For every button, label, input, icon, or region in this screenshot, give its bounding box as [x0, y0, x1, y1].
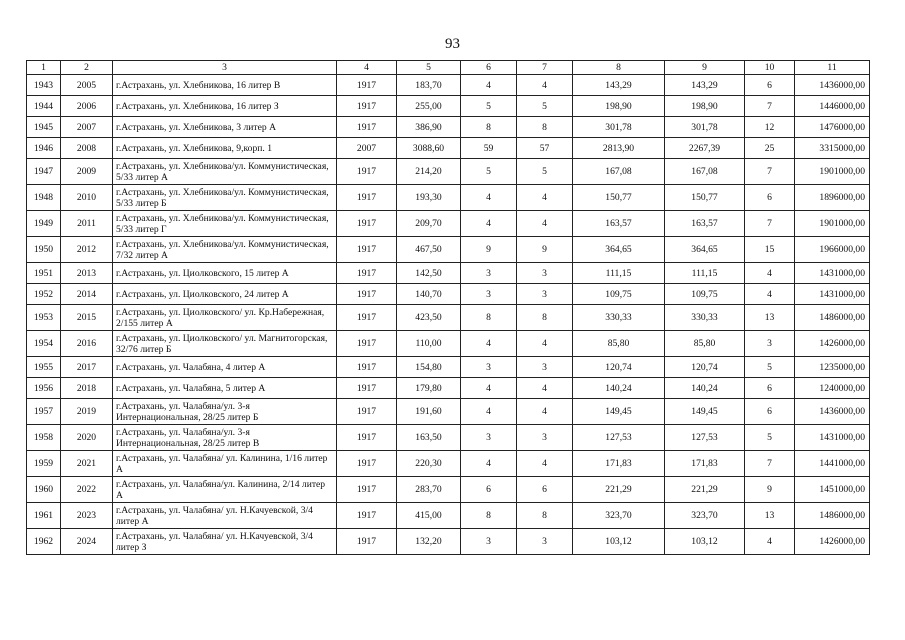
- table-row: [27, 477, 870, 503]
- apartments-count-cell: 4: [461, 211, 517, 237]
- year-built-cell: 1917: [337, 159, 397, 185]
- year-built-cell: 1917: [337, 378, 397, 399]
- address-cell: г.Астрахань, ул. Хлебникова/ул. Коммунистическая, 5/33 литер А: [113, 159, 337, 185]
- residents-count-cell: 4: [745, 284, 795, 305]
- residents-count-cell: 13: [745, 503, 795, 529]
- apartments-count-cell: 4: [461, 75, 517, 96]
- registry-number-cell: 2021: [61, 451, 113, 477]
- value-cell: 1441000,00: [795, 451, 870, 477]
- apartments-count-cell: 3: [461, 263, 517, 284]
- living-area-cell: 167,08: [573, 159, 665, 185]
- apartments-count-2-cell: 3: [517, 529, 573, 555]
- living-area-2-cell: 301,78: [665, 117, 745, 138]
- address-cell: г.Астрахань, ул. Хлебникова, 3 литер А: [113, 117, 337, 138]
- column-header-4: 4: [337, 61, 397, 75]
- living-area-2-cell: 171,83: [665, 451, 745, 477]
- living-area-2-cell: 198,90: [665, 96, 745, 117]
- value-cell: 1476000,00: [795, 117, 870, 138]
- table-row: [27, 529, 870, 555]
- apartments-count-cell: 3: [461, 357, 517, 378]
- registry-number-cell: 2018: [61, 378, 113, 399]
- living-area-cell: 163,57: [573, 211, 665, 237]
- total-area-cell: 415,00: [397, 503, 461, 529]
- table-row: [27, 75, 870, 96]
- address-cell: г.Астрахань, ул. Циолковского, 15 литер А: [113, 263, 337, 284]
- year-built-cell: 1917: [337, 117, 397, 138]
- row-number-cell: 1952: [27, 284, 61, 305]
- total-area-cell: 140,70: [397, 284, 461, 305]
- apartments-count-2-cell: 9: [517, 237, 573, 263]
- apartments-count-2-cell: 4: [517, 399, 573, 425]
- table-row: [27, 117, 870, 138]
- year-built-cell: 1917: [337, 185, 397, 211]
- apartments-count-cell: 6: [461, 477, 517, 503]
- address-cell: г.Астрахань, ул. Чалабяна/ ул. Н.Качуевской, 3/4 литер А: [113, 503, 337, 529]
- row-number-cell: 1948: [27, 185, 61, 211]
- living-area-2-cell: 163,57: [665, 211, 745, 237]
- living-area-cell: 103,12: [573, 529, 665, 555]
- row-number-cell: 1953: [27, 305, 61, 331]
- value-cell: 1486000,00: [795, 503, 870, 529]
- apartments-count-2-cell: 3: [517, 357, 573, 378]
- living-area-2-cell: 120,74: [665, 357, 745, 378]
- registry-number-cell: 2013: [61, 263, 113, 284]
- apartments-count-cell: 3: [461, 529, 517, 555]
- living-area-cell: 120,74: [573, 357, 665, 378]
- address-cell: г.Астрахань, ул. Чалабяна, 5 литер А: [113, 378, 337, 399]
- total-area-cell: 179,80: [397, 378, 461, 399]
- year-built-cell: 1917: [337, 96, 397, 117]
- column-header-8: 8: [573, 61, 665, 75]
- row-number-cell: 1962: [27, 529, 61, 555]
- living-area-cell: 109,75: [573, 284, 665, 305]
- column-header-9: 9: [665, 61, 745, 75]
- table-row: [27, 305, 870, 331]
- residents-count-cell: 6: [745, 185, 795, 211]
- column-header-3: 3: [113, 61, 337, 75]
- living-area-2-cell: 364,65: [665, 237, 745, 263]
- apartments-count-cell: 9: [461, 237, 517, 263]
- living-area-cell: 301,78: [573, 117, 665, 138]
- table-row: [27, 211, 870, 237]
- address-cell: г.Астрахань, ул. Хлебникова, 16 литер В: [113, 75, 337, 96]
- year-built-cell: 1917: [337, 284, 397, 305]
- table-row: [27, 159, 870, 185]
- living-area-2-cell: 85,80: [665, 331, 745, 357]
- apartments-count-2-cell: 4: [517, 75, 573, 96]
- registry-number-cell: 2011: [61, 211, 113, 237]
- table-row: [27, 185, 870, 211]
- row-number-cell: 1958: [27, 425, 61, 451]
- total-area-cell: 220,30: [397, 451, 461, 477]
- value-cell: 1901000,00: [795, 159, 870, 185]
- row-number-cell: 1954: [27, 331, 61, 357]
- year-built-cell: 1917: [337, 503, 397, 529]
- apartments-count-cell: 4: [461, 451, 517, 477]
- living-area-2-cell: 149,45: [665, 399, 745, 425]
- total-area-cell: 163,50: [397, 425, 461, 451]
- living-area-cell: 150,77: [573, 185, 665, 211]
- year-built-cell: 2007: [337, 138, 397, 159]
- total-area-cell: 193,30: [397, 185, 461, 211]
- registry-number-cell: 2012: [61, 237, 113, 263]
- column-header-10: 10: [745, 61, 795, 75]
- table-row: [27, 284, 870, 305]
- address-cell: г.Астрахань, ул. Хлебникова/ул. Коммунистическая, 5/33 литер Г: [113, 211, 337, 237]
- row-number-cell: 1960: [27, 477, 61, 503]
- residents-count-cell: 6: [745, 399, 795, 425]
- living-area-cell: 364,65: [573, 237, 665, 263]
- row-number-cell: 1957: [27, 399, 61, 425]
- apartments-count-2-cell: 4: [517, 378, 573, 399]
- address-cell: г.Астрахань, ул. Хлебникова/ул. Коммунистическая, 5/33 литер Б: [113, 185, 337, 211]
- apartments-count-2-cell: 3: [517, 425, 573, 451]
- apartments-count-cell: 3: [461, 284, 517, 305]
- apartments-count-cell: 4: [461, 378, 517, 399]
- apartments-count-cell: 8: [461, 117, 517, 138]
- column-header-2: 2: [61, 61, 113, 75]
- table-row: [27, 425, 870, 451]
- residents-count-cell: 6: [745, 75, 795, 96]
- column-header-6: 6: [461, 61, 517, 75]
- residents-count-cell: 7: [745, 211, 795, 237]
- apartments-count-2-cell: 57: [517, 138, 573, 159]
- apartments-count-2-cell: 4: [517, 451, 573, 477]
- apartments-count-cell: 8: [461, 305, 517, 331]
- registry-number-cell: 2022: [61, 477, 113, 503]
- registry-number-cell: 2008: [61, 138, 113, 159]
- registry-number-cell: 2005: [61, 75, 113, 96]
- apartments-count-2-cell: 5: [517, 159, 573, 185]
- residents-count-cell: 3: [745, 331, 795, 357]
- residents-count-cell: 13: [745, 305, 795, 331]
- registry-number-cell: 2019: [61, 399, 113, 425]
- registry-number-cell: 2009: [61, 159, 113, 185]
- total-area-cell: 209,70: [397, 211, 461, 237]
- apartments-count-cell: 4: [461, 185, 517, 211]
- living-area-2-cell: 323,70: [665, 503, 745, 529]
- header-row: [27, 61, 870, 75]
- living-area-2-cell: 330,33: [665, 305, 745, 331]
- row-number-cell: 1956: [27, 378, 61, 399]
- total-area-cell: 283,70: [397, 477, 461, 503]
- address-cell: г.Астрахань, ул. Циолковского/ ул. Кр.Набережная, 2/155 литер А: [113, 305, 337, 331]
- table-row: [27, 263, 870, 284]
- address-cell: г.Астрахань, ул. Циолковского, 24 литер А: [113, 284, 337, 305]
- total-area-cell: 191,60: [397, 399, 461, 425]
- living-area-cell: 143,29: [573, 75, 665, 96]
- residents-count-cell: 5: [745, 425, 795, 451]
- living-area-cell: 2813,90: [573, 138, 665, 159]
- address-cell: г.Астрахань, ул. Чалабяна/ул. 3-я Интернациональная, 28/25 литер Б: [113, 399, 337, 425]
- total-area-cell: 132,20: [397, 529, 461, 555]
- living-area-cell: 111,15: [573, 263, 665, 284]
- apartments-count-cell: 8: [461, 503, 517, 529]
- table-row: [27, 357, 870, 378]
- residents-count-cell: 6: [745, 378, 795, 399]
- residents-count-cell: 25: [745, 138, 795, 159]
- apartments-count-2-cell: 4: [517, 211, 573, 237]
- year-built-cell: 1917: [337, 237, 397, 263]
- living-area-cell: 221,29: [573, 477, 665, 503]
- apartments-count-cell: 5: [461, 96, 517, 117]
- table-row: [27, 503, 870, 529]
- living-area-cell: 198,90: [573, 96, 665, 117]
- row-number-cell: 1955: [27, 357, 61, 378]
- registry-number-cell: 2015: [61, 305, 113, 331]
- year-built-cell: 1917: [337, 263, 397, 284]
- living-area-2-cell: 167,08: [665, 159, 745, 185]
- table-row: [27, 96, 870, 117]
- page-number: 93: [445, 36, 460, 52]
- total-area-cell: 110,00: [397, 331, 461, 357]
- total-area-cell: 214,20: [397, 159, 461, 185]
- address-cell: г.Астрахань, ул. Хлебникова/ул. Коммунистическая, 7/32 литер А: [113, 237, 337, 263]
- value-cell: 1446000,00: [795, 96, 870, 117]
- living-area-cell: 85,80: [573, 331, 665, 357]
- residents-count-cell: 15: [745, 237, 795, 263]
- apartments-count-2-cell: 8: [517, 503, 573, 529]
- address-cell: г.Астрахань, ул. Циолковского/ ул. Магнитогорская, 32/76 литер Б: [113, 331, 337, 357]
- row-number-cell: 1949: [27, 211, 61, 237]
- apartments-count-cell: 59: [461, 138, 517, 159]
- value-cell: 1426000,00: [795, 331, 870, 357]
- value-cell: 1486000,00: [795, 305, 870, 331]
- value-cell: 1431000,00: [795, 284, 870, 305]
- year-built-cell: 1917: [337, 451, 397, 477]
- apartments-count-2-cell: 3: [517, 284, 573, 305]
- row-number-cell: 1961: [27, 503, 61, 529]
- living-area-cell: 140,24: [573, 378, 665, 399]
- address-cell: г.Астрахань, ул. Чалабяна/ ул. Калинина, 1/16 литер А: [113, 451, 337, 477]
- value-cell: 1436000,00: [795, 75, 870, 96]
- year-built-cell: 1917: [337, 305, 397, 331]
- value-cell: 1431000,00: [795, 263, 870, 284]
- residents-count-cell: 12: [745, 117, 795, 138]
- apartments-count-cell: 3: [461, 425, 517, 451]
- row-number-cell: 1951: [27, 263, 61, 284]
- row-number-cell: 1947: [27, 159, 61, 185]
- registry-number-cell: 2017: [61, 357, 113, 378]
- value-cell: 1240000,00: [795, 378, 870, 399]
- year-built-cell: 1917: [337, 529, 397, 555]
- address-cell: г.Астрахань, ул. Чалабяна, 4 литер А: [113, 357, 337, 378]
- apartments-count-cell: 4: [461, 399, 517, 425]
- living-area-cell: 323,70: [573, 503, 665, 529]
- living-area-2-cell: 221,29: [665, 477, 745, 503]
- year-built-cell: 1917: [337, 357, 397, 378]
- apartments-count-cell: 4: [461, 331, 517, 357]
- year-built-cell: 1917: [337, 211, 397, 237]
- year-built-cell: 1917: [337, 75, 397, 96]
- apartments-count-2-cell: 6: [517, 477, 573, 503]
- row-number-cell: 1945: [27, 117, 61, 138]
- residents-count-cell: 4: [745, 263, 795, 284]
- residents-count-cell: 7: [745, 159, 795, 185]
- total-area-cell: 3088,60: [397, 138, 461, 159]
- address-cell: г.Астрахань, ул. Чалабяна/ул. 3-я Интернациональная, 28/25 литер В: [113, 425, 337, 451]
- row-number-cell: 1959: [27, 451, 61, 477]
- value-cell: 1436000,00: [795, 399, 870, 425]
- registry-table: [26, 60, 870, 555]
- living-area-cell: 171,83: [573, 451, 665, 477]
- living-area-cell: 149,45: [573, 399, 665, 425]
- row-number-cell: 1943: [27, 75, 61, 96]
- address-cell: г.Астрахань, ул. Чалабяна/ул. Калинина, 2/14 литер А: [113, 477, 337, 503]
- value-cell: 3315000,00: [795, 138, 870, 159]
- total-area-cell: 423,50: [397, 305, 461, 331]
- value-cell: 1431000,00: [795, 425, 870, 451]
- total-area-cell: 467,50: [397, 237, 461, 263]
- residents-count-cell: 4: [745, 529, 795, 555]
- total-area-cell: 386,90: [397, 117, 461, 138]
- living-area-cell: 330,33: [573, 305, 665, 331]
- value-cell: 1966000,00: [795, 237, 870, 263]
- row-number-cell: 1946: [27, 138, 61, 159]
- address-cell: г.Астрахань, ул. Хлебникова, 9,корп. 1: [113, 138, 337, 159]
- apartments-count-2-cell: 8: [517, 117, 573, 138]
- address-cell: г.Астрахань, ул. Чалабяна/ ул. Н.Качуевской, 3/4 литер З: [113, 529, 337, 555]
- living-area-2-cell: 2267,39: [665, 138, 745, 159]
- address-cell: г.Астрахань, ул. Хлебникова, 16 литер З: [113, 96, 337, 117]
- row-number-cell: 1944: [27, 96, 61, 117]
- table-row: [27, 138, 870, 159]
- living-area-cell: 127,53: [573, 425, 665, 451]
- living-area-2-cell: 103,12: [665, 529, 745, 555]
- registry-number-cell: 2024: [61, 529, 113, 555]
- living-area-2-cell: 140,24: [665, 378, 745, 399]
- residents-count-cell: 7: [745, 451, 795, 477]
- year-built-cell: 1917: [337, 425, 397, 451]
- living-area-2-cell: 143,29: [665, 75, 745, 96]
- registry-number-cell: 2014: [61, 284, 113, 305]
- column-header-11: 11: [795, 61, 870, 75]
- apartments-count-2-cell: 3: [517, 263, 573, 284]
- registry-number-cell: 2010: [61, 185, 113, 211]
- year-built-cell: 1917: [337, 331, 397, 357]
- column-header-5: 5: [397, 61, 461, 75]
- apartments-count-2-cell: 4: [517, 331, 573, 357]
- apartments-count-2-cell: 4: [517, 185, 573, 211]
- value-cell: 1901000,00: [795, 211, 870, 237]
- total-area-cell: 154,80: [397, 357, 461, 378]
- value-cell: 1896000,00: [795, 185, 870, 211]
- table-row: [27, 237, 870, 263]
- registry-number-cell: 2023: [61, 503, 113, 529]
- total-area-cell: 142,50: [397, 263, 461, 284]
- apartments-count-cell: 5: [461, 159, 517, 185]
- total-area-cell: 183,70: [397, 75, 461, 96]
- column-header-7: 7: [517, 61, 573, 75]
- year-built-cell: 1917: [337, 477, 397, 503]
- living-area-2-cell: 127,53: [665, 425, 745, 451]
- residents-count-cell: 9: [745, 477, 795, 503]
- registry-number-cell: 2016: [61, 331, 113, 357]
- living-area-2-cell: 111,15: [665, 263, 745, 284]
- apartments-count-2-cell: 8: [517, 305, 573, 331]
- table-row: [27, 378, 870, 399]
- row-number-cell: 1950: [27, 237, 61, 263]
- residents-count-cell: 5: [745, 357, 795, 378]
- registry-number-cell: 2020: [61, 425, 113, 451]
- table-row: [27, 331, 870, 357]
- value-cell: 1235000,00: [795, 357, 870, 378]
- registry-number-cell: 2006: [61, 96, 113, 117]
- living-area-2-cell: 150,77: [665, 185, 745, 211]
- table-row: [27, 399, 870, 425]
- table-row: [27, 451, 870, 477]
- residents-count-cell: 7: [745, 96, 795, 117]
- value-cell: 1451000,00: [795, 477, 870, 503]
- total-area-cell: 255,00: [397, 96, 461, 117]
- apartments-count-2-cell: 5: [517, 96, 573, 117]
- registry-number-cell: 2007: [61, 117, 113, 138]
- column-header-1: 1: [27, 61, 61, 75]
- year-built-cell: 1917: [337, 399, 397, 425]
- living-area-2-cell: 109,75: [665, 284, 745, 305]
- value-cell: 1426000,00: [795, 529, 870, 555]
